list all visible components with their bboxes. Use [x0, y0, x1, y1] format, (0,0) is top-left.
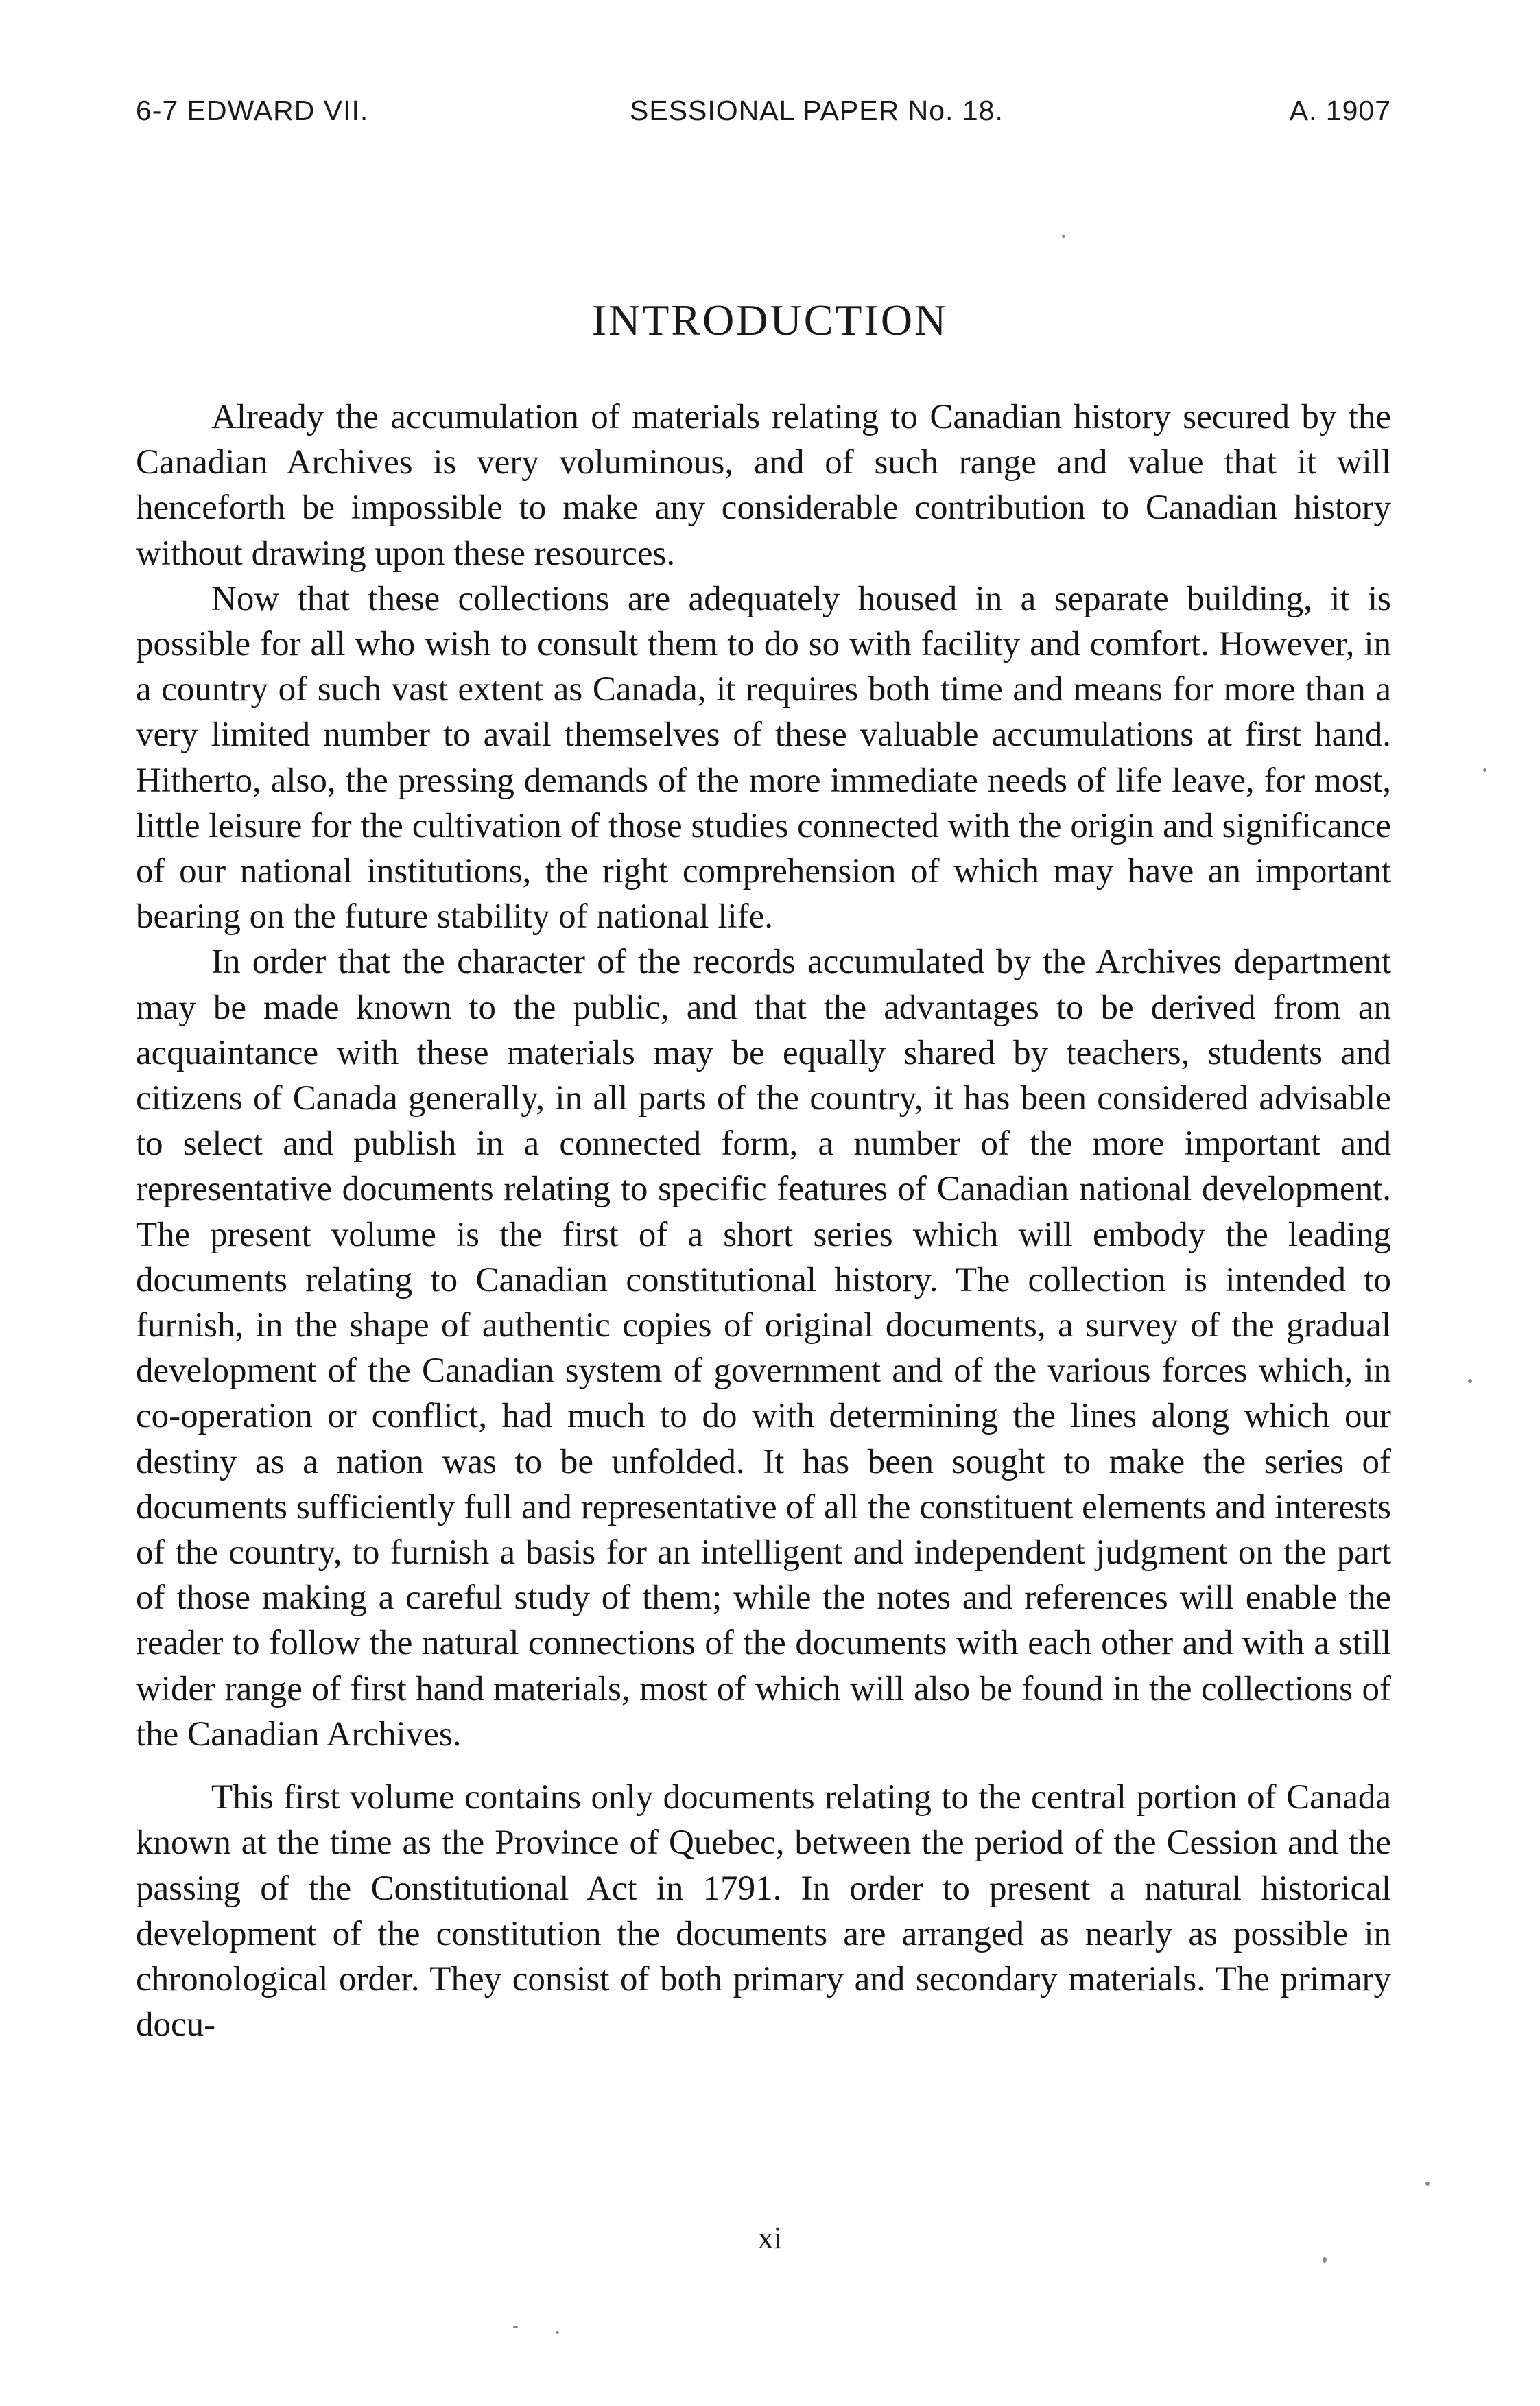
scan-speck — [1468, 1379, 1472, 1383]
scan-speck — [1323, 2257, 1327, 2263]
paragraph-2: Now that these collections are adequately housed in a separate building, it is possible for all who wish to consult them to do so with facility and comfort. However, in a country of such vast extent as Canada, it requires both time and means for more than a very limited number to avail themselves of these valuable accumulations at first hand. Hitherto, also, the pressing demands of the more immediate needs of life leave, for most, little leisure for the cultivation of those studies connected with the origin and significance of our national institutions, the right comprehension of which may have an important bearing on the future stability of national life. — [136, 579, 1391, 936]
header-regnal-year: 6-7 EDWARD VII. — [136, 95, 369, 126]
body-text — [136, 394, 1391, 2047]
scan-speck — [1425, 2182, 1430, 2186]
section-title: INTRODUCTION — [591, 296, 949, 344]
header-year: A. 1907 — [1289, 95, 1391, 126]
page-number: xi — [757, 2220, 783, 2255]
scan-speck — [1062, 235, 1065, 238]
scan-speck — [556, 2331, 559, 2334]
paragraph-4: This first volume contains only documents relating to the central portion of Canada known at the time as the Province of Quebec, between the period of the Cession and the passing of the Constitutional Act in 1791. In order to present a natural historical development of the constitution the documents are arranged as nearly as possible in chronological order. They consist of both primary and secondary materials. The primary docu- — [136, 1778, 1391, 2044]
scan-speck — [1483, 768, 1486, 772]
paragraph-1: Already the accumulation of materials relating to Canadian history secured by the Canadian Archives is very voluminous, and of such range and value that it will henceforth be impossible to make any considerable contribution to Canadian history without drawing upon these resources. — [136, 398, 1391, 573]
running-header — [136, 95, 1391, 136]
scan-speck — [513, 2326, 518, 2328]
header-sessional-paper: SESSIONAL PAPER No. 18. — [630, 95, 1004, 126]
paragraph-3: In order that the character of the records accumulated by the Archives department may be made known to the public, and that the advantages to be derived from an acquaintance with these materials may be equally shared by teachers, students and citizens of Canada generally, in all parts of the country, it has been considered advisable to select and publish in a connected form, a number of the more important and representative documents relating to specific features of Canadian national development. The present volume is the first of a short series which will embody the leading documents relating to Canadian constitutional history. The collection is intended to furnish, in the shape of authentic copies of original documents, a survey of the gradual development of the Canadian system of government and of the various forces which, in co-operation or conflict, had much to do with determining the lines along which our destiny as a nation was to be unfolded. It has been sought to make the series of documents sufficiently full and representative of all the constituent elements and interests of the country, to furnish a basis for an intelligent and independent judgment on the part of those making a careful study of them; while the notes and references will enable the reader to follow the natural connections of the documents with each other and with a still wider range of first hand materials, most of which will also be found in the collections of the Canadian Archives. — [136, 943, 1391, 1754]
